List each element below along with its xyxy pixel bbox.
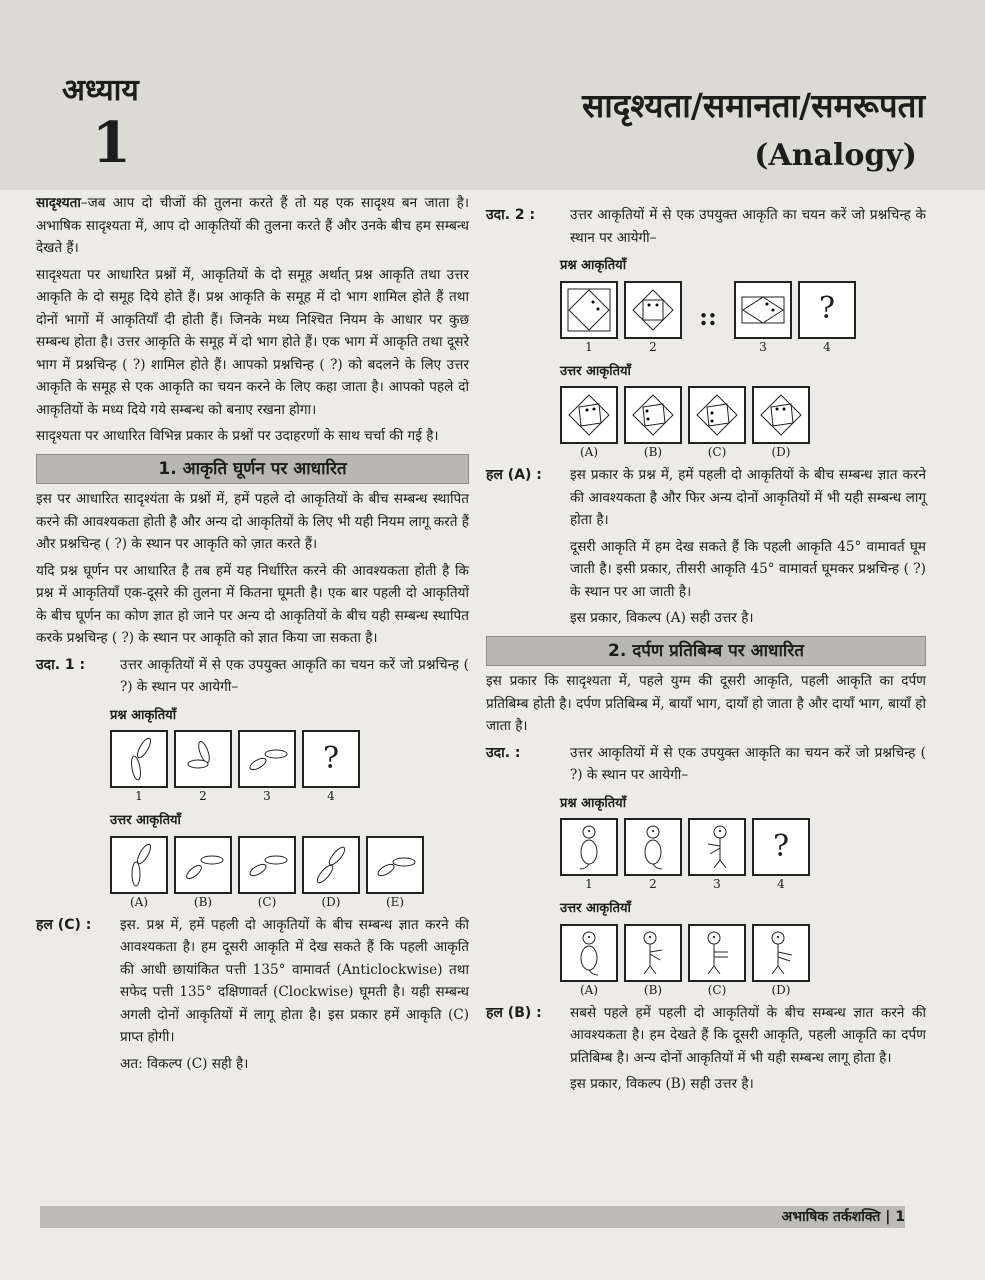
example-1-conclusion: अत: विकल्प (C) सही है। (120, 1055, 249, 1072)
stick-figure-icon (688, 818, 746, 876)
example-1-answer-figures-title: उत्तर आकृतियाँ (110, 813, 181, 828)
footer-separator: | (885, 1209, 891, 1225)
example-1-question-figures: 1 2 3 ? 4 (110, 730, 469, 804)
example-1-solution-text: इस. प्रश्न में, हमें पहली दो आकृतियों के बीच सम्बन्ध ज्ञात करने की आवश्यकता है। हम दूसरी आकृति में देख सकते हैं कि पहली आकृति की आधी छायांकित पत्ती 135° वामावर्त (Anticlockwise) तथा सफेद पत्ती 135° दक्षिणावर्त (Clockwise) घूमती है। यही सम्बन्ध अगली दोनों आकृतियों में लागू होता है। इस प्रकार हमें आकृति (C) प्राप्त होगी। (120, 916, 469, 1045)
section-1-paragraph-1: इस पर आधारित सादृश्यंता के प्रश्नों में, हमें पहले दो आकृतियों के बीच सम्बन्ध स्थापित करने की आवश्यकता होती है और अन्य दो आकृतियों के लिए भी यही नियम लागू करते हैं और प्रश्नचिन्ह ( ?) के स्थान पर आकृति को ज़ात करते हैं। (36, 491, 470, 552)
footer (782, 1207, 906, 1226)
section-2-paragraph-1: इस प्रकार कि सादृश्यता में, पहले युग्म की दूसरी आकृति, पहली आकृति का दर्पण प्रतिबिम्ब होती है। दर्पण प्रतिबिम्ब में, बायाँ भाग, दायाँ हो जाता है और दायाँ भाग, बायाँ हो जाता है। (486, 673, 926, 734)
example-3-answer-figures-title: उत्तर आकृतियाँ (560, 901, 631, 916)
question-mark-box: ? (752, 818, 810, 876)
example-3-solution (486, 1002, 926, 1070)
example-1-answer-figures: (A) (B) (C) (D) (E) (110, 836, 469, 910)
answer-option-d[interactable] (752, 924, 810, 982)
chapter-title: सादृश्यता/समानता/समरूपता (581, 86, 925, 125)
example-2-solution-text: इस प्रकार के प्रश्न में, हमें पहली दो आकृतियों के बीच सम्बन्ध ज्ञात करने की आवश्यकता है और फिर अन्य दोनों आकृतियों में भी यही सम्बन्ध लागू होता है। (570, 467, 926, 528)
example-2-solution-label: हल (A) : (486, 467, 542, 483)
answer-option-b[interactable] (624, 386, 682, 444)
answer-option-b[interactable] (174, 836, 232, 894)
example-2 (486, 204, 926, 249)
chapter-header (0, 0, 985, 190)
answer-option-e[interactable] (366, 836, 424, 894)
answer-option-a[interactable] (110, 836, 168, 894)
question-mark-box: ? (798, 281, 856, 339)
square-diamond-figure-icon (560, 281, 618, 339)
footer-bar (40, 1206, 905, 1228)
example-3-question-figures: 1 2 3 ? 4 (560, 818, 926, 892)
left-column (36, 192, 469, 1075)
answer-option-c[interactable] (688, 924, 746, 982)
example-1-question: उत्तर आकृतियों में से एक उपयुक्त आकृति का चयन करें जो प्रश्नचिन्ह ( ?) के स्थान पर आयेगी– (120, 656, 469, 695)
rectangle-diamond-figure-icon (734, 281, 792, 339)
book-title: अभाषिक तर्कशक्ति (781, 1209, 881, 1225)
example-2-question-figures: 1 2 :: 3 ? 4 (560, 281, 926, 355)
answer-option-a[interactable] (560, 924, 618, 982)
example-3-label: उदा. : (486, 744, 521, 761)
example-3-question: उत्तर आकृतियों में से एक उपयुक्त आकृति का चयन करें जो प्रश्नचिन्ह ( ?) के स्थान पर आयेगी– (570, 744, 926, 783)
answer-option-c[interactable] (688, 386, 746, 444)
intro-paragraph-2: सादृश्यता पर आधारित प्रश्नों में, आकृतियों के दो समूह अर्थात् प्रश्न आकृति तथा उत्तर आकृति के दो समूह दिये होते हैं। प्रश्न आकृति के समूह में दो भाग शामिल होते हैं तथा दोनों भागों में आकृतियाँ दी होती हैं। जिनके मध्य निश्चित नियम के आधार पर कुछ सम्बन्ध होता है। उत्तर आकृति के समूह में दो भाग होते हैं। एक भाग में आकृति तथा दूसरे भाग में प्रश्नचिन्ह ( ?) शामिल होते हैं। आपको प्रश्नचिन्ह ( ?) को बदलने के लिए उत्तर आकृति के समूह से एक आकृति का चयन करने के लिए कहा जाता है। आपको पहले दो आकृतियों के मध्य दिये गये सम्बन्ध को बनाए रखना होगा। (36, 266, 469, 418)
section-1-heading: 1. आकृति घूर्णन पर आधारित (36, 454, 469, 485)
example-2-label: उदा. 2 : (486, 207, 536, 223)
leaf-figure-icon (238, 730, 296, 788)
chapter-subtitle: (Analogy) (754, 138, 917, 173)
example-2-question-figures-title: प्रश्न आकृतियाँ (560, 258, 627, 273)
intro-paragraph-3: सादृश्यता पर आधारित विभिन्न प्रकार के प्रश्नों पर उदाहरणों के साथ चर्चा की गई है। (36, 428, 439, 444)
answer-option-d[interactable] (302, 836, 360, 894)
example-1-solution-label: हल (C) : (36, 916, 92, 933)
chapter-number: 1 (92, 110, 131, 176)
answer-option-a[interactable] (560, 386, 618, 444)
example-2-solution-text-2: दूसरी आकृति में हम देख सकते हैं कि पहली आकृति 45° वामावर्त घूम जाती है। इसी प्रकार, तीसरी आकृति 45° वामावर्त घूमकर प्रश्नचिन्ह ( ?) के स्थान पर आ जाती है। (570, 538, 926, 600)
example-1-label: उदा. 1 : (36, 656, 86, 673)
example-3-conclusion: इस प्रकार, विकल्प (B) सही उत्तर है। (570, 1076, 754, 1092)
leaf-figure-icon (110, 730, 168, 788)
page-number: 1 (895, 1209, 905, 1225)
example-3-solution-label: हल (B) : (486, 1004, 542, 1021)
section-1-paragraph-2: यदि प्रश्न घूर्णन पर आधारित है तब हमें यह निर्धारित करने की आवश्यकता होती है कि प्रश्न में आकृतियाँ एक-दूसरे की तुलना में कितना घूमती है। एक बार पहली दो आकृतियों के बीच घूर्णन का कोण ज्ञात हो जाने पर अन्य दो आकृतियों के बीच यही सम्बन्ध स्थापित करके प्रश्नचिन्ह ( ?) के स्थान पर आकृति को ज्ञात किया जा सकता है। (36, 562, 469, 646)
example-3-question-figures-title: प्रश्न आकृतियाँ (560, 795, 627, 811)
example-2-answer-figures: (A) (B) (C) (D) (560, 386, 926, 460)
intro-paragraph-1: सादृश्यता–जब आप दो चीजों की तुलना करते हैं तो यह एक सादृश्य बन जाता है। अभाषिक सादृश्यता में, आप दो आकृतियों की तुलना करते हैं और उनके बीच हम सम्बन्ध देखते हैं। (36, 195, 469, 256)
example-1-question-figures-title: प्रश्न आकृतियाँ (110, 707, 177, 723)
chapter-label: अध्याय (62, 73, 139, 108)
question-mark-box: ? (302, 730, 360, 788)
ratio-separator: :: (699, 302, 717, 332)
section-2-heading: 2. दर्पण प्रतिबिम्ब पर आधारित (486, 636, 926, 667)
example-2-conclusion: इस प्रकार, विकल्प (A) सही उत्तर है। (570, 610, 754, 626)
example-3-answer-figures: (A) (B) (C) (D) (560, 924, 926, 998)
example-2-question: उत्तर आकृतियों में से एक उपयुक्त आकृति का चयन करें जो प्रश्नचिन्ह के स्थान पर आयेगी– (570, 207, 926, 246)
right-column (486, 200, 926, 1096)
example-3-solution-text: सबसे पहले हमें पहली दो आकृतियों के बीच सम्बन्ध ज्ञात करने की आवश्यकता है। हम देखते हैं कि दूसरी आकृति, पहली आकृति का दर्पण प्रतिबिम्ब है। अन्य दोनों आकृतियों में भी यही सम्बन्ध लागू होता है। (570, 1004, 926, 1066)
example-2-answer-figures-title: उत्तर आकृतियाँ (560, 363, 631, 379)
example-1-solution (36, 914, 469, 1049)
example-1 (36, 654, 469, 699)
answer-option-d[interactable] (752, 386, 810, 444)
square-diamond-figure-icon (624, 281, 682, 339)
answer-option-b[interactable] (624, 924, 682, 982)
snowman-figure-icon (560, 818, 618, 876)
example-2-solution (486, 464, 926, 532)
snowman-figure-icon (624, 818, 682, 876)
example-3 (486, 742, 926, 787)
answer-option-c[interactable] (238, 836, 296, 894)
leaf-figure-icon (174, 730, 232, 788)
intro-term: सादृश्यता (36, 195, 81, 211)
